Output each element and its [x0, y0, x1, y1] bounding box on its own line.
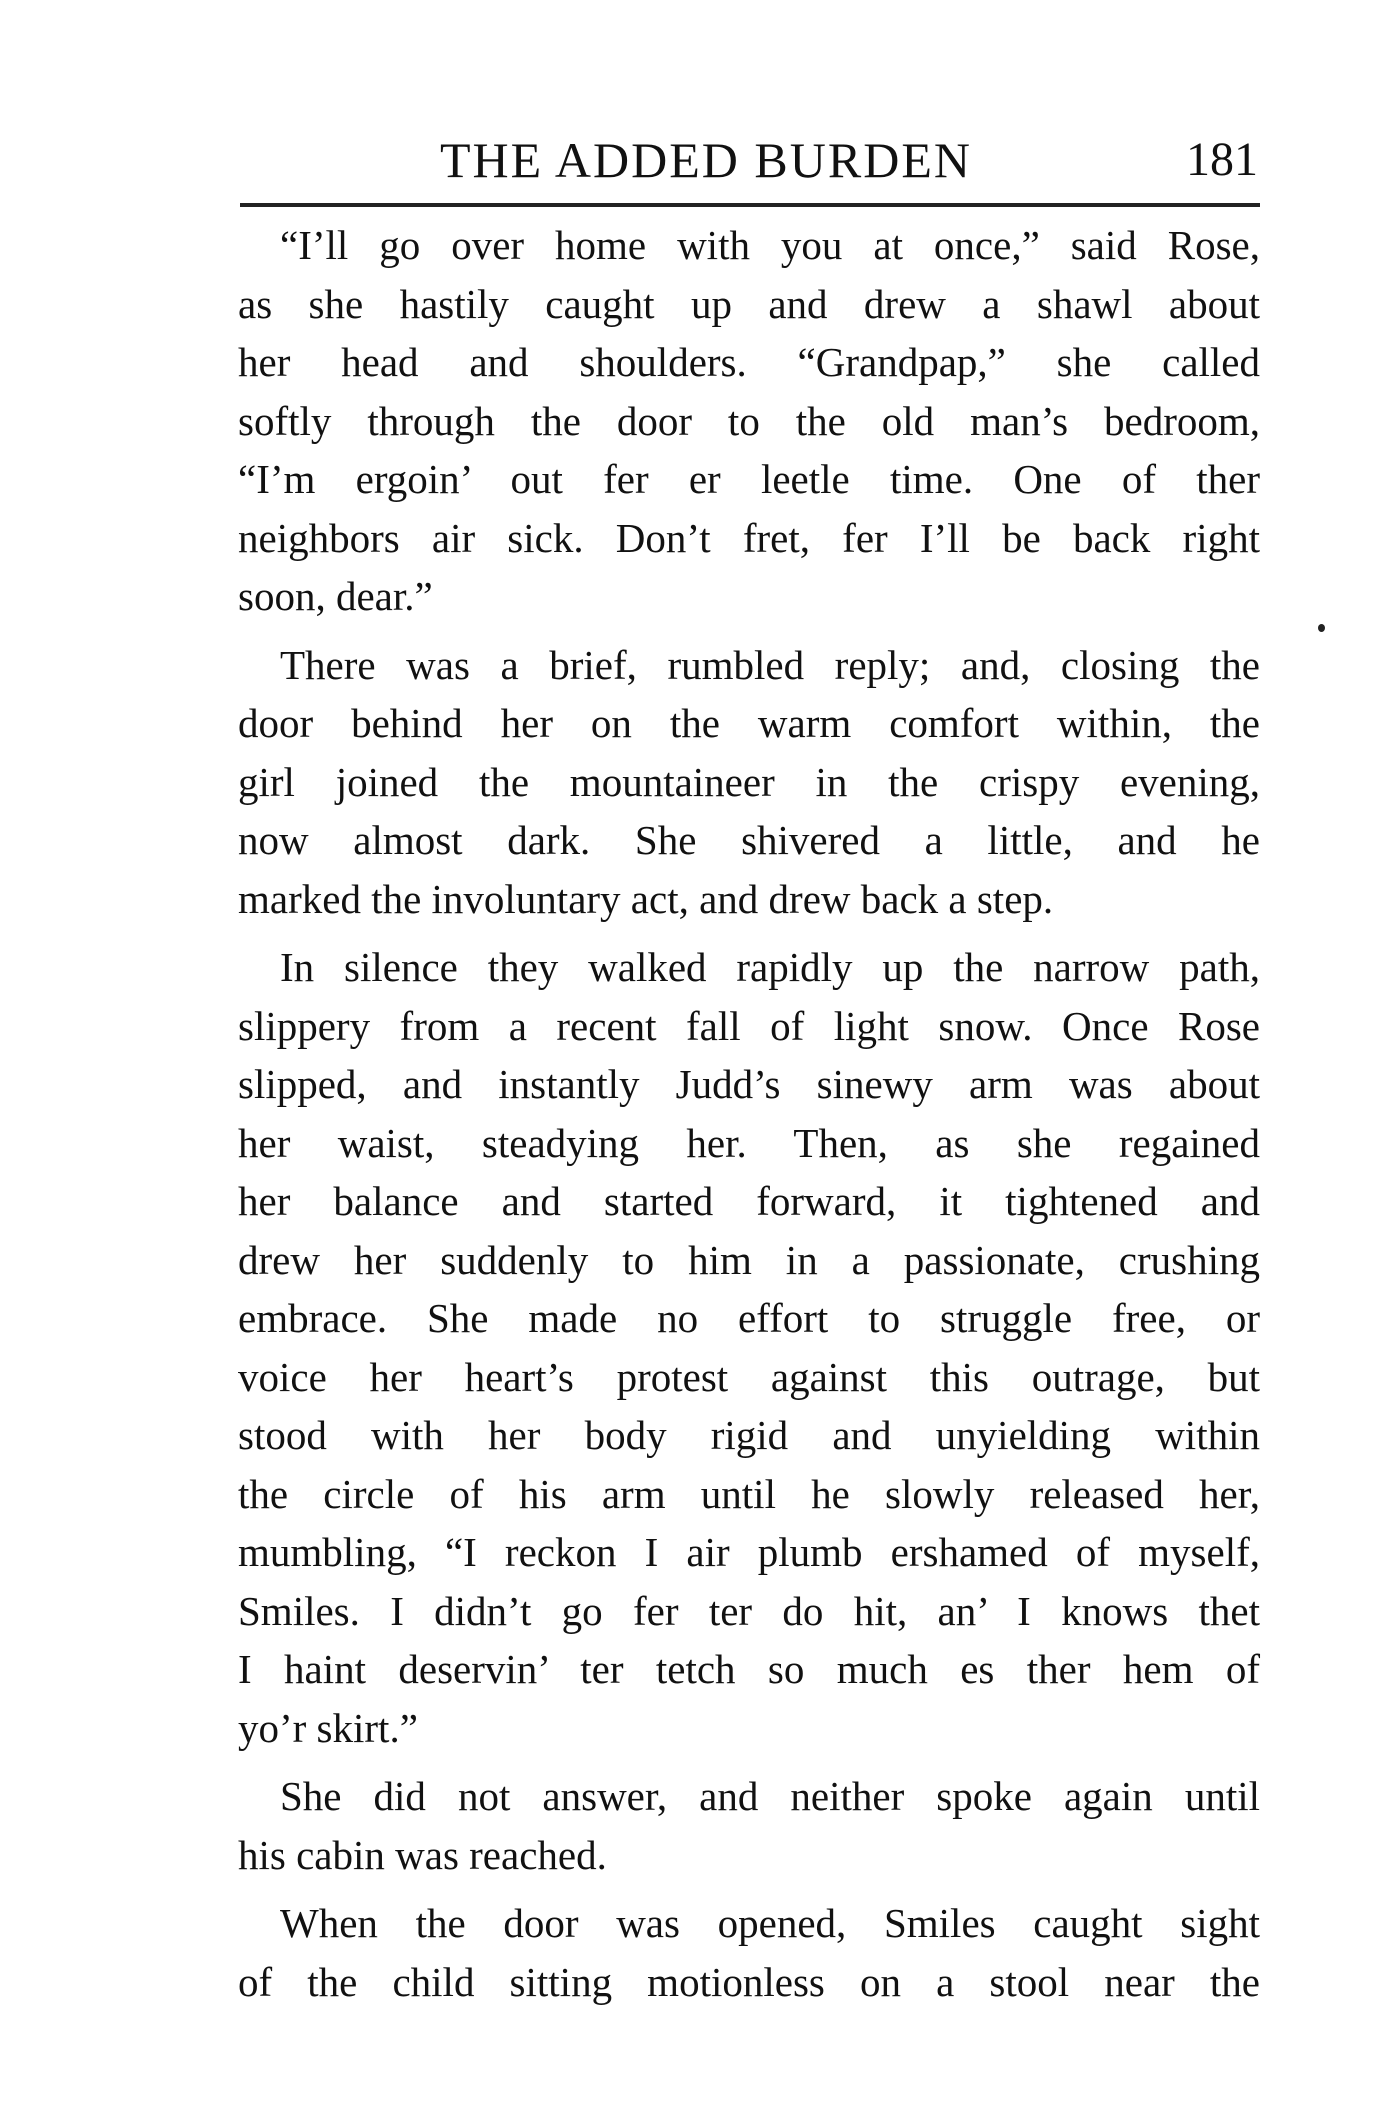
- paragraph: [238, 1894, 1260, 2011]
- running-title: THE ADDED BURDEN: [440, 132, 972, 188]
- page-number: 181: [1186, 133, 1258, 186]
- ink-speck: [1318, 624, 1325, 632]
- text-line: slipped, and instantly Judd’s sinewy arm was about: [238, 1061, 1260, 1107]
- text-line: soon, dear.”: [238, 573, 433, 619]
- paragraph: [238, 636, 1260, 929]
- text-line: girl joined the mountaineer in the crispy evening,: [238, 758, 1260, 805]
- text-line: drew her suddenly to him in a passionate, crushing: [238, 1236, 1260, 1283]
- text-line: “I’ll go over home with you at once,” said Rose,: [280, 222, 1260, 268]
- text-line: of the child sitting motionless on a stool near the: [238, 1958, 1260, 2005]
- text-line: softly through the door to the old man’s bedroom,: [238, 397, 1260, 444]
- text-line: She did not answer, and neither spoke again until: [280, 1773, 1260, 1819]
- paragraph: [238, 1767, 1260, 1884]
- text-line: her balance and started forward, it tightened and: [238, 1178, 1260, 1224]
- text-line: There was a brief, rumbled reply; and, closing the: [280, 641, 1260, 688]
- body-text: [238, 216, 1260, 2046]
- text-line: In silence they walked rapidly up the narrow path,: [280, 944, 1260, 990]
- text-line: his cabin was reached.: [238, 1831, 607, 1878]
- text-line: neighbors air sick. Don’t fret, fer I’ll be back right: [238, 514, 1260, 561]
- text-line: yo’r skirt.”: [238, 1704, 418, 1751]
- text-line: I haint deservin’ ter tetch so much es ther hem of: [238, 1646, 1260, 1692]
- header-rule: [240, 203, 1260, 207]
- text-line: Smiles. I didn’t go fer ter do hit, an’ I knows thet: [238, 1587, 1260, 1634]
- text-line: “I’m ergoin’ out fer er leetle time. One of ther: [238, 456, 1260, 502]
- text-line: mumbling, “I reckon I air plumb ershamed of myself,: [238, 1529, 1260, 1575]
- text-line: the circle of his arm until he slowly released her,: [238, 1470, 1260, 1517]
- text-line: as she hastily caught up and drew a shawl about: [238, 280, 1260, 327]
- text-line: voice her heart’s protest against this outrage, but: [238, 1353, 1260, 1400]
- running-head: [240, 130, 1258, 190]
- text-line: door behind her on the warm comfort within, the: [238, 700, 1260, 746]
- text-line: her waist, steadying her. Then, as she regained: [238, 1119, 1260, 1166]
- text-line: now almost dark. She shivered a little, and he: [238, 817, 1260, 863]
- text-line: slippery from a recent fall of light snow. Once Rose: [238, 1002, 1260, 1049]
- text-line: embrace. She made no effort to struggle free, or: [238, 1295, 1260, 1341]
- text-line: stood with her body rigid and unyielding within: [238, 1412, 1260, 1458]
- text-line: her head and shoulders. “Grandpap,” she called: [238, 339, 1260, 385]
- paragraph: [238, 216, 1260, 626]
- text-line: When the door was opened, Smiles caught sight: [280, 1900, 1260, 1946]
- paragraph: [238, 938, 1260, 1757]
- text-line: marked the involuntary act, and drew back a step.: [238, 875, 1054, 922]
